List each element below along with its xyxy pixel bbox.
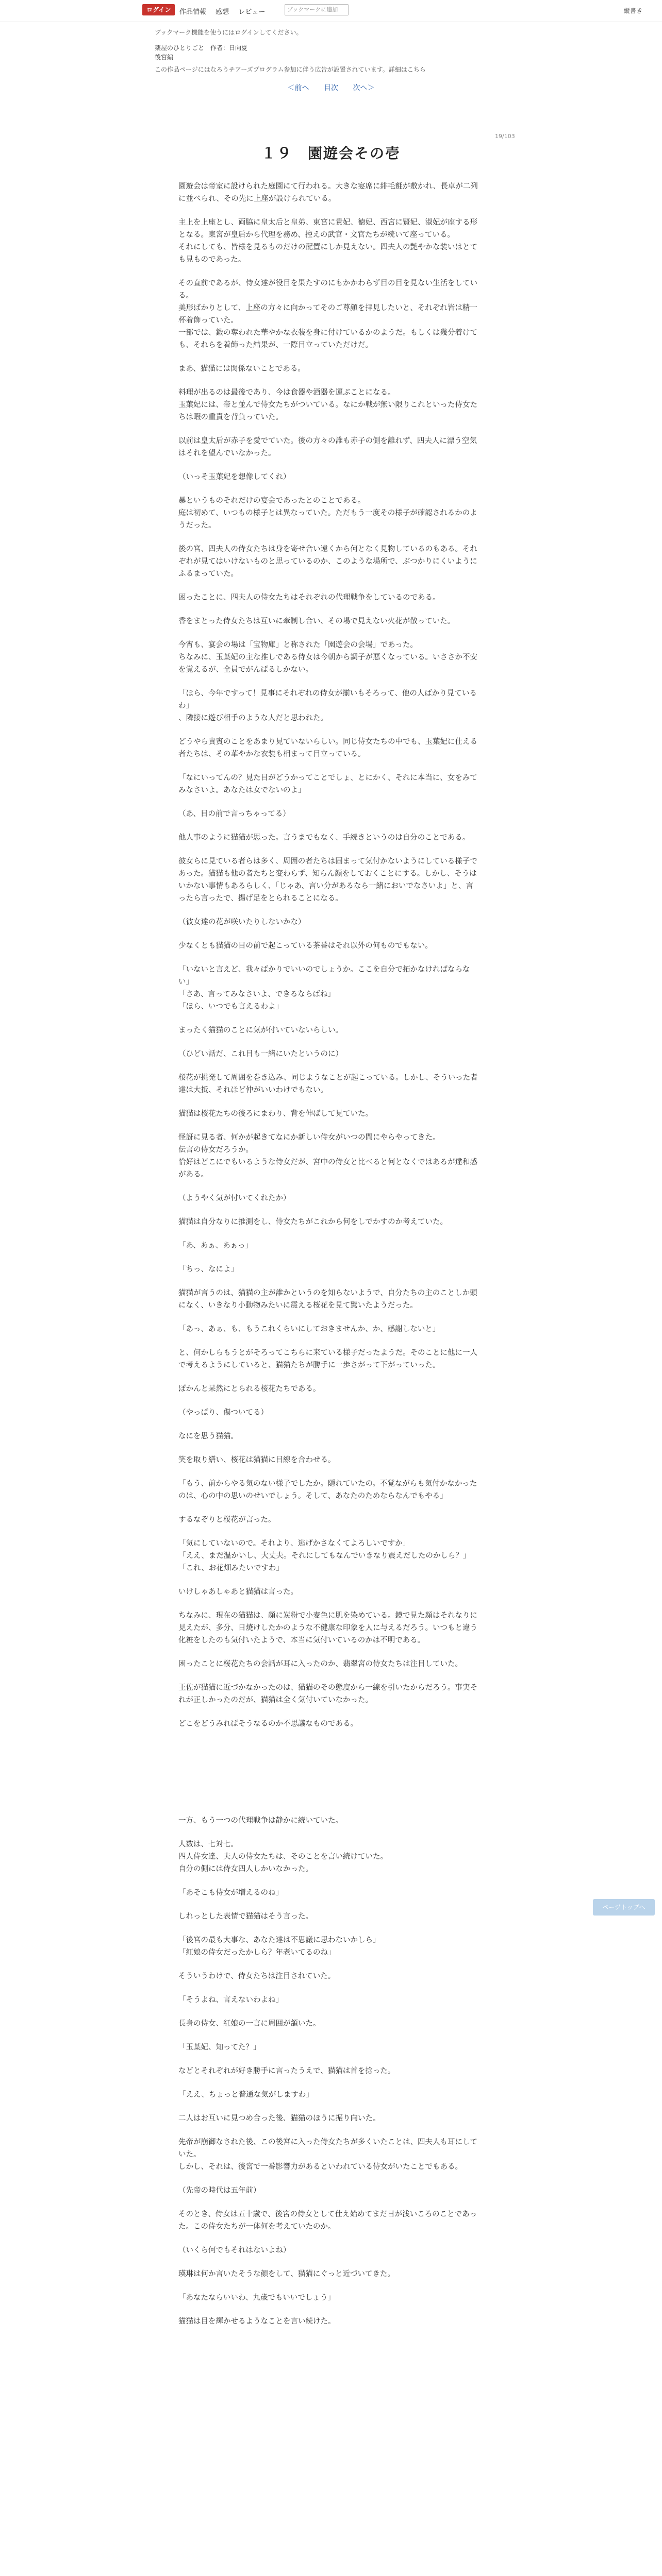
body-paragraph: 彼女らに見ている者らは多く、周囲の者たちは固まって気付かないようにしている様子であった。猫猫も他の者たちと変わらず、知らん顔をしておくことにする。しかし、そうはいかない事情もあるらしく、「じゃあ、言い分があるなら一緒においでなさいよ」と、言ったら言ったで、揚げ足をとられることになる。 bbox=[178, 857, 477, 903]
body-paragraph: 笑を取り繕い、桜花は猫猫に目線を合わせる。 bbox=[178, 1456, 336, 1464]
page-number: 19/103 bbox=[495, 133, 515, 140]
body-paragraph: どこをどうみればそうなるのか不思議なものである。 bbox=[178, 1720, 358, 1728]
body-paragraph: （あ、目の前で言っちゃってる） bbox=[178, 810, 290, 818]
body-paragraph: 園遊会は帝室に設けられた庭園にて行われる。大きな宴席に緋毛氈が敷かれ、長卓が二列に並べられ、その先に上座が設けられている。 bbox=[178, 182, 478, 203]
body-paragraph: （いくら何でもそれはないよね） bbox=[178, 2246, 291, 2255]
top-nav bbox=[179, 6, 272, 16]
body-paragraph: 「いないと言えど、我々ばかりでいいのでしょうか。ここを自分で拓かなければならない」 「さあ、言ってみなさいよ、できるならばね」 「ほら、いつでも言えるわよ」 bbox=[178, 965, 470, 1011]
login-button[interactable]: ログイン bbox=[142, 4, 175, 15]
body-paragraph: 王佐が猫猫に近づかなかったのは、猫猫のその態度から一線を引いたからだろう。事実それが正しかったのだが、猫猫は全く気付いていなかった。 bbox=[178, 1684, 477, 1704]
body-paragraph: そのとき、侍女は五十歳で、後宮の侍女として仕え始めてまだ日が浅いころのことであった。この侍女たちが一体何を考えていたのか。 bbox=[178, 2210, 477, 2231]
body-paragraph: （いっそ玉葉妃を想像してくれ） bbox=[178, 473, 291, 481]
body-paragraph: ぽかんと呆然にとられる桜花たちである。 bbox=[178, 1385, 321, 1393]
nav-info-link[interactable]: 作品情報 bbox=[179, 8, 207, 16]
body-paragraph: 猫猫は桜花たちの後ろにまわり、背を伸ばして見ていた。 bbox=[178, 1110, 373, 1118]
series-and-author[interactable]: 薬屋のひとりごと 作者：日向夏 bbox=[155, 44, 248, 52]
body-paragraph: 猫猫は自分なりに推測をし、侍女たちがこれから何をしでかすのか考えていた。 bbox=[178, 1218, 448, 1226]
body-paragraph: 「あっ、あぁ、も、もうこれくらいにしておきませんか、か、感謝しないと」 bbox=[178, 1325, 440, 1333]
body-paragraph: （彼女達の花が咲いたりしないかな） bbox=[178, 918, 306, 926]
page-top-button[interactable]: ページトップへ bbox=[593, 1899, 655, 1916]
body-paragraph: 困ったことに、四夫人の侍女たちはそれぞれの代理戦争をしているのである。 bbox=[178, 594, 440, 602]
body-paragraph: 人数は、七対七。 四人侍女達、夫人の侍女たちは、そのことを言い続けていた。 自分の側には侍女四人しかいなかった。 bbox=[178, 1840, 388, 1873]
body-paragraph: （やっぱり、傷ついてる） bbox=[178, 1409, 268, 1417]
nav-review-link[interactable]: レビュー bbox=[238, 8, 266, 16]
body-paragraph: どうやら貴賓のことをあまり見ていないらしい。同じ侍女たちの中でも、玉葉妃に仕える者たちは、その華やかな衣装も相まって目立っている。 bbox=[178, 738, 477, 758]
body-paragraph: 「玉葉妃、知ってた？」 bbox=[178, 2043, 261, 2052]
body-paragraph: 以前は皇太后が赤子を愛でていた。後の方々の誰も赤子の側を離れず、四夫人に漂う空気はそれを望んでいなかった。 bbox=[178, 437, 477, 457]
body-paragraph: 猫猫が言うのは、猫猫の主が誰かというのを知らないようで、自分たちの主のことしか頭になく、いきなり小動物みたいに震える桜花を見て驚いたようだった。 bbox=[178, 1289, 477, 1310]
body-paragraph: 暴というものそれだけの宴会であったとのことである。 庭は初めて、いつもの様子とは異なっていた。ただもう一度その様子が確認されるかのようだった。 bbox=[178, 497, 477, 530]
body-paragraph: 一方、もう一つの代理戦争は静かに続いていた。 bbox=[178, 1817, 343, 1825]
body-paragraph: などとそれぞれが好き勝手に言ったうえで、猫猫は首を捻った。 bbox=[178, 2067, 395, 2075]
body-paragraph: 先帝が崩御なされた後、この後宮に入った侍女たちが多くいたことは、四夫人も耳にしていた。 しかし、それは、後宮で一番影響力があるといわれている侍女がいたことでもある。 bbox=[178, 2138, 477, 2171]
body-paragraph: 桜花が挑発して周囲を巻き込み、同じようなことが起こっている。しかし、そういった者達は大抵、それほど仲がいいわけでもない。 bbox=[178, 1074, 478, 1094]
top-bar bbox=[0, 0, 662, 22]
pager-top bbox=[0, 82, 662, 93]
body-paragraph: 少なくとも猫猫の目の前で起こっている茶番はそれ以外の何ものでもない。 bbox=[178, 942, 433, 950]
body-paragraph: 他人事のように猫猫が思った。言うまでもなく、手続きというのは自分のことである。 bbox=[178, 834, 470, 842]
body-paragraph: 香をまとった侍女たちは互いに牽制し合い、その場で見えない火花が散っていた。 bbox=[178, 617, 455, 625]
body-paragraph: いけしゃあしゃあと猫猫は言った。 bbox=[178, 1588, 298, 1596]
body-paragraph: 瑛琳は何か言いたそうな顔をして、猫猫にぐっと近づいてきた。 bbox=[178, 2270, 395, 2278]
body-paragraph bbox=[178, 1741, 479, 1803]
body-paragraph: 「ほら、今年ですって！見事にそれぞれの侍女が揃いもそろって、他の人ばかり見ているわ」 、隣接に遊び相手のような人だと思われた。 bbox=[178, 689, 477, 722]
body-paragraph: （ようやく気が付いてくれたか） bbox=[178, 1194, 291, 1202]
body-paragraph: 「気にしていないので。それより、逃げかさなくてよろしいですか」 「ええ、まだ温かいし、大丈夫。それにしてもなんでいきなり震えだしたのかしら？」 「これ、お花畑みたいですわ」 bbox=[178, 1539, 471, 1572]
body-paragraph: 「後宮の最も大事な、あなた達は不思議に思わないかしら」 「紅娘の侍女だったかしら？年老いてるのね」 bbox=[178, 1936, 380, 1957]
body-paragraph: ちなみに、現在の猫猫は、顔に炭粉で小麦色に肌を染めている。鏡で見た顔はそれなりに見えたが、多分、日焼けしたかのような不健康な印象を人に与えるだろう。いつもと違う化粧をしたのも気付いたようで、本当に気付いているのかは不明である。 bbox=[178, 1612, 477, 1645]
body-paragraph: 主上を上座とし、両脇に皇太后と皇弟、東宮に貴妃、徳妃、西宮に賢妃、淑妃が座する形となる。東宮が皇后から代理を務め、控えの武官・文官たちが続いて座っている。 それにしても、皆様を見るものだけの配置にしか見えない。四夫人の艶やかな装いはとても見ものであった。 bbox=[178, 218, 477, 264]
body-paragraph: （先帝の時代は五年前） bbox=[178, 2187, 261, 2195]
body-paragraph: 長身の侍女、紅娘の一言に周囲が頷いた。 bbox=[178, 2020, 321, 2028]
body-paragraph: 今宵も、宴会の場は「宝物庫」と称された「園遊会の会場」であった。 ちなみに、玉葉妃の主な推しである侍女は今朝から調子が悪くなっている。いささか不安を覚えるが、全員でがんばるしかない。 bbox=[178, 641, 477, 674]
body-paragraph: まあ、猫猫には関係ないことである。 bbox=[178, 365, 305, 373]
body-paragraph: するなぞりと桜花が言った。 bbox=[178, 1516, 276, 1524]
section-name: 後宮編 bbox=[155, 54, 174, 61]
chapter-title: １９ 園遊会その壱 bbox=[261, 145, 401, 162]
ad-notice: この作品ページにはなろうチアーズプログラム参加に伴う広告が設置されています。詳細はこちら bbox=[155, 66, 426, 73]
body-paragraph: なにを思う猫猫。 bbox=[178, 1432, 238, 1440]
nav-impressions-link[interactable]: 感想 bbox=[216, 8, 229, 16]
body-paragraph: 「ちっ、なによ」 bbox=[178, 1265, 238, 1274]
body-paragraph: 「そうよね、言えないわよね」 bbox=[178, 1996, 283, 2004]
body-paragraph: まったく猫猫のことに気が付いていないらしい。 bbox=[178, 1026, 343, 1035]
bookmark-add-box[interactable]: ブックマークに追加 bbox=[285, 4, 349, 15]
body-paragraph: 後の宮、四夫人の侍女たちは身を寄せ合い遠くから何となく見物しているのもある。それぞれが見てはいけないものと思っているのか、このような場所で、ぶつかりにくいようにふるまっていた。 bbox=[178, 545, 477, 578]
body-paragraph: その直前であるが、侍女達が役目を果たすのにもかかわらず目の目を見ない生活をしている。 美形ばかりとして、上座の方々に向かってそのご尊顔を拝見したいと、それぞれ皆は精一杯着飾っていた。 一部では、鍛の奪われた華やかな衣装を身に付けているかのようだ。もしくは幾分着けても、それらを着飾った結果が、一際目立っていただけだ。 bbox=[178, 279, 477, 349]
body-paragraph: 「あなたならいいわ、九歳でもいいでしょう」 bbox=[178, 2294, 335, 2302]
body-paragraph: 「なにいってんの？見た目がどうかってことでしょ、とにかく、それに本当に、女をみてみなさいよ。あなたは女でないのよ」 bbox=[178, 774, 477, 794]
body-paragraph: 怪訝に見る者、何かが起きてなにか新しい侍女がいつの間にやらやってきた。 伝言の侍女だろうか。 恰好はどこにでもいるような侍女だが、宮中の侍女と比べると何となくではあるが違和感がある。 bbox=[178, 1133, 477, 1179]
body-paragraph: そういうわけで、侍女たちは注目されていた。 bbox=[178, 1972, 336, 1980]
body-paragraph: 「ええ、ちょっと普通な気がしますわ」 bbox=[178, 2091, 313, 2099]
prev-link[interactable]: ＜前へ bbox=[287, 84, 309, 92]
body-paragraph: 困ったことに桜花たちの会話が耳に入ったのか、翡翠宮の侍女たちは注目していた。 bbox=[178, 1660, 462, 1668]
next-link[interactable]: 次へ＞ bbox=[353, 84, 375, 92]
body-paragraph: 料理が出るのは最後であり、今は食器や酒器を運ぶことになる。 玉葉妃には、帝と並んで侍女たちがついている。なにか戦が無い限りこれといった侍女たちは暇の重責を背負っていた。 bbox=[178, 388, 477, 421]
bookmark-login-notice: ブックマーク機能を使うにはログインしてください。 bbox=[155, 29, 303, 36]
body-paragraph: （ひどい話だ、これ目も一緒にいたというのに） bbox=[178, 1050, 343, 1058]
chapter-body bbox=[178, 180, 479, 2339]
toc-link[interactable]: 目次 bbox=[324, 84, 338, 92]
body-paragraph: 猫猫は目を輝かせるようなことを言い続けた。 bbox=[178, 2317, 336, 2326]
body-paragraph: 二人はお互いに見つめ合った後、猫猫のほうに振り向いた。 bbox=[178, 2114, 380, 2123]
body-paragraph: 「あそこも侍女が増えるのね」 bbox=[178, 1889, 283, 1897]
body-paragraph: 「あ、あぁ、あぁっ」 bbox=[178, 1242, 253, 1250]
body-paragraph: と、何かしらもうとがそろってこちらに来ている様子だったようだ。そのことに他に一人で考えるようにしていると、猫猫たちが勝手に一歩さがって下がっていった。 bbox=[178, 1349, 477, 1369]
vertical-writing-link[interactable]: 縦書き bbox=[624, 7, 643, 14]
body-paragraph: しれっとした表情で猫猫はそう言った。 bbox=[178, 1912, 313, 1921]
body-paragraph: 「もう、前からやる気のない様子でしたか。隠れていたの。不覚ながらも気付かなかったのは、心の中の思いのせいでしょう。そして、あなたのためならなんでもやる」 bbox=[178, 1480, 477, 1500]
